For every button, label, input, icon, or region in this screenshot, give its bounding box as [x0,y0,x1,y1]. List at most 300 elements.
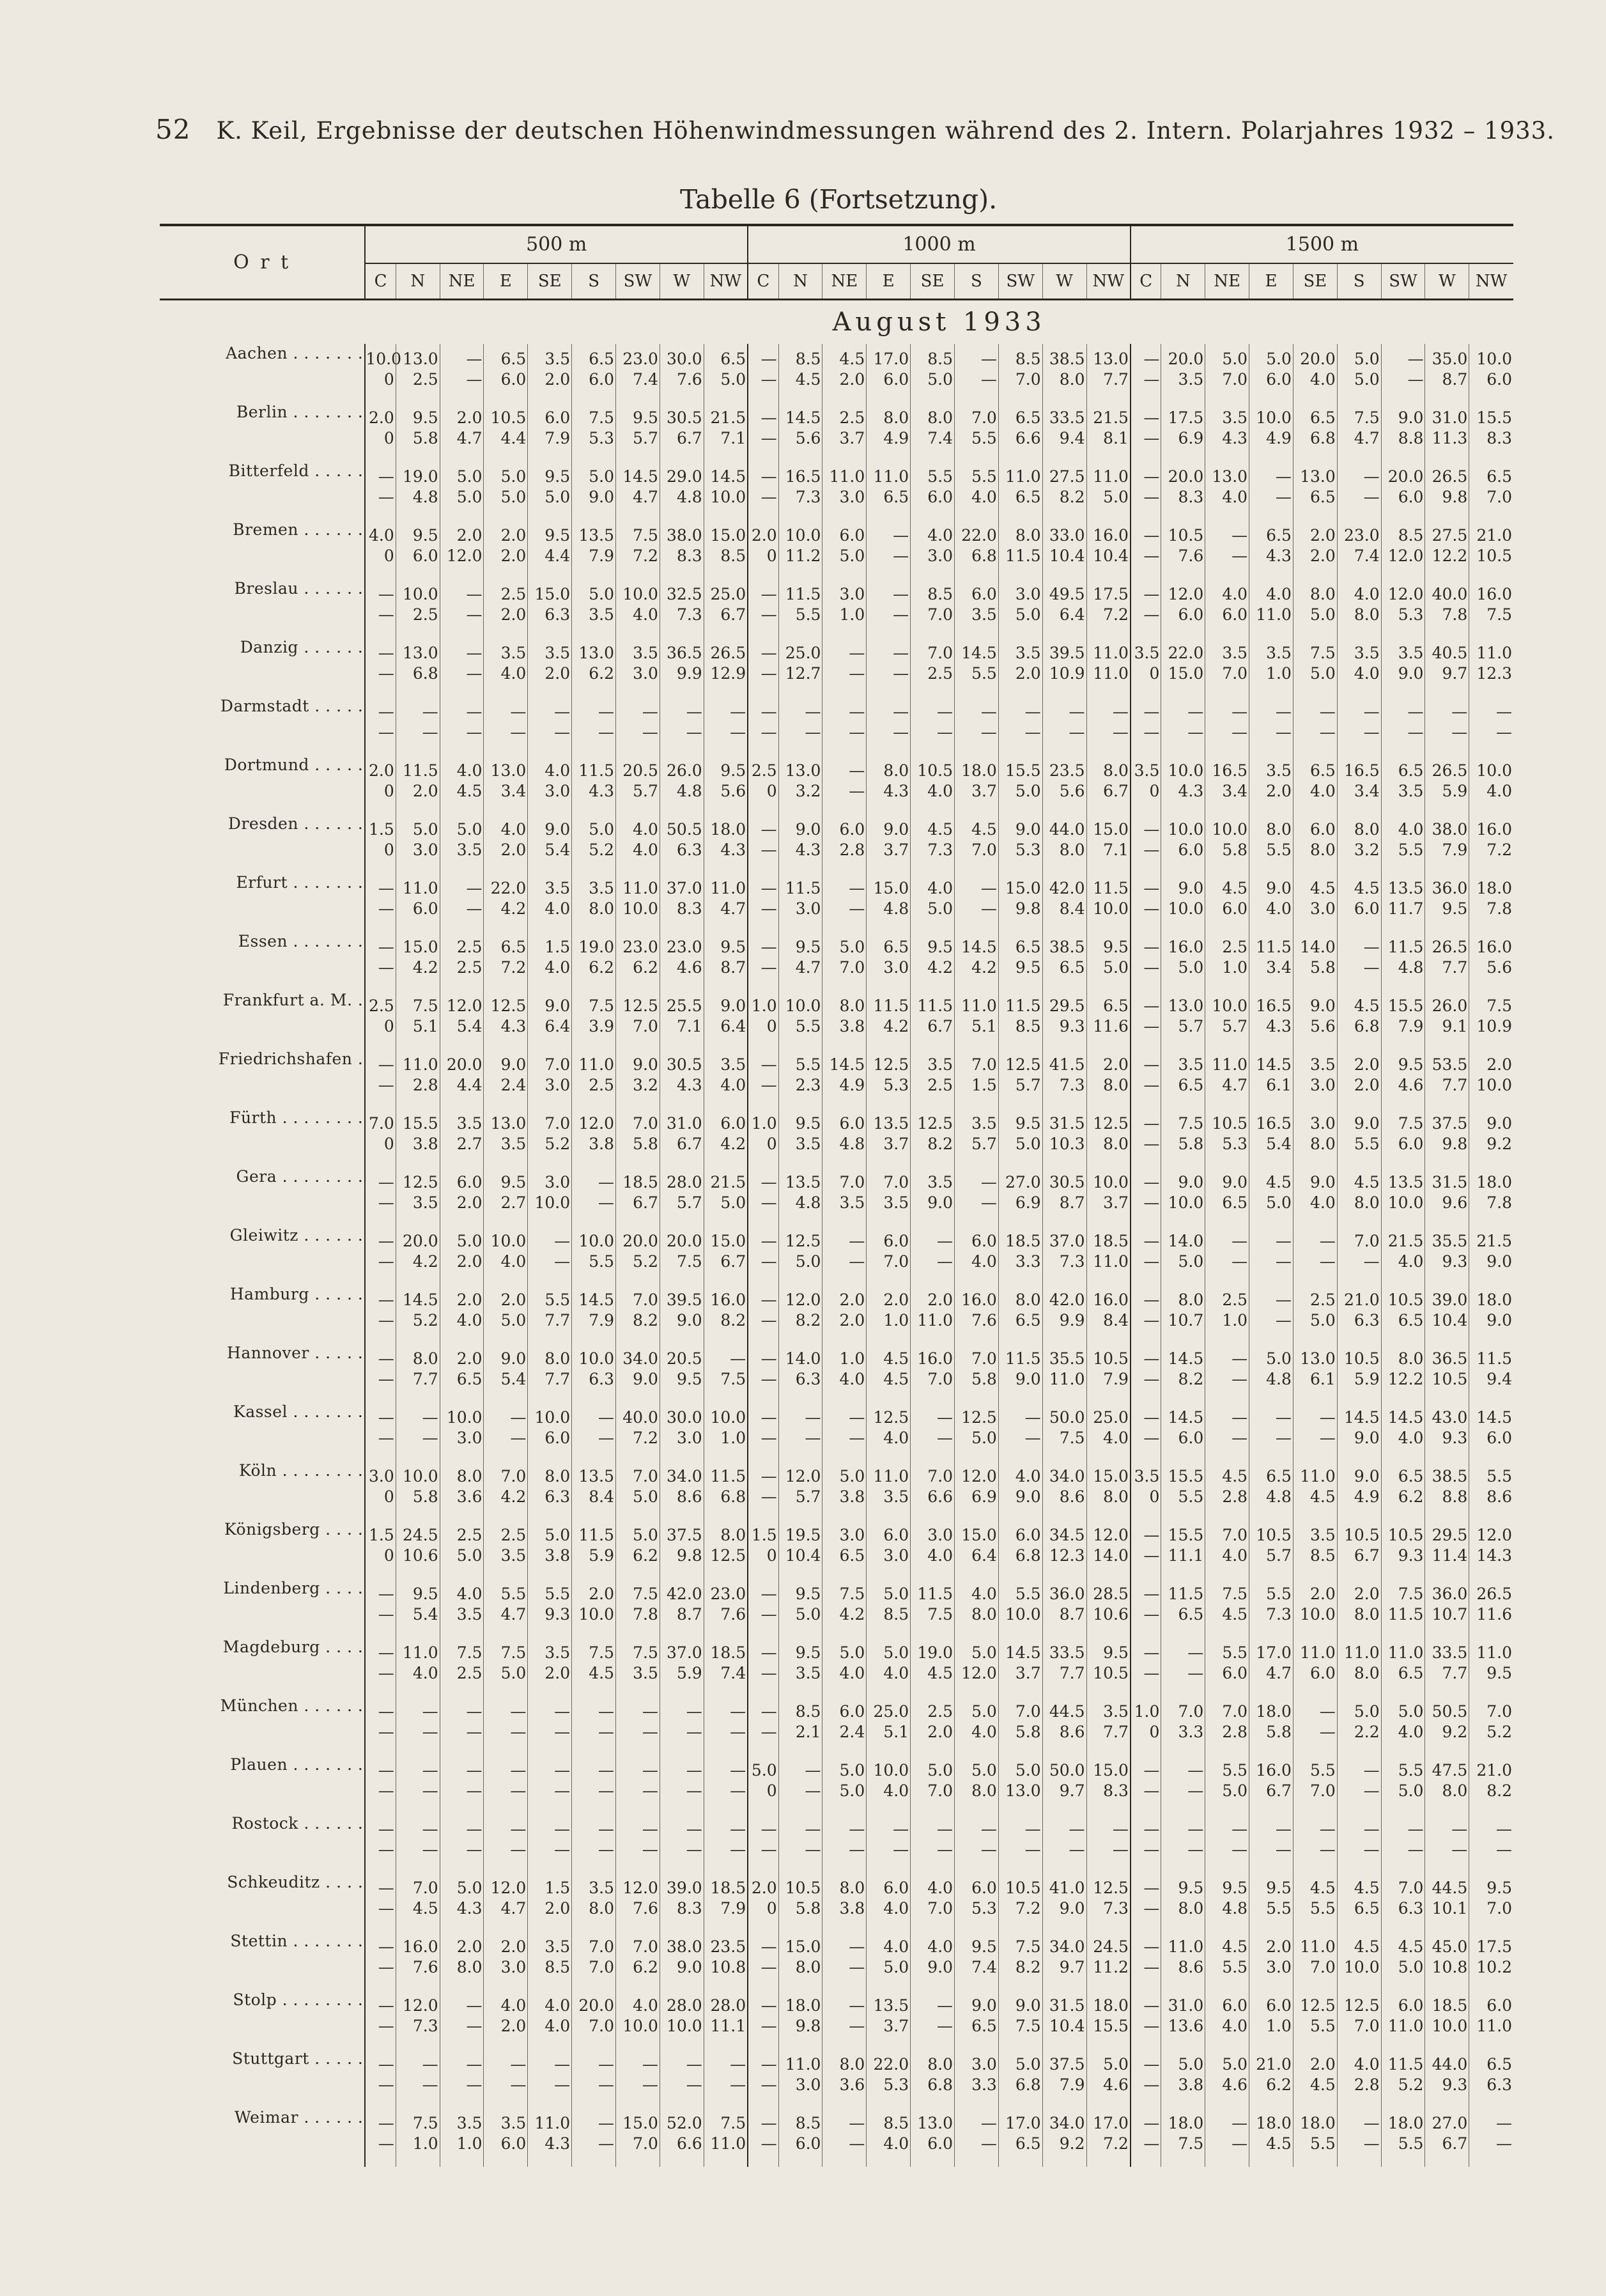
table-cell: 5.7 [778,1485,822,1520]
table-cell: — [1086,1838,1131,1873]
table-cell: 3.0 [365,1461,396,1485]
table-cell: 6.5 [1249,520,1293,545]
table-cell: 8.5 [778,2108,822,2132]
table-cell: 9.0 [1042,1897,1086,1932]
table-cell: — [1249,1285,1293,1309]
table-cell: 3.5 [867,1191,911,1226]
table-cell: 9.1 [1425,1015,1469,1050]
table-cell: 6.0 [1293,1662,1337,1696]
table-cell: 9.0 [1249,873,1293,897]
table-cell: 11.0 [1293,1461,1337,1485]
table-cell: 16.0 [1469,814,1513,839]
table-cell: 6.2 [1381,1485,1425,1520]
table-cell: 4.2 [822,1603,867,1638]
table-cell: — [1205,1226,1249,1250]
station-name: Lindenberg . . . . [223,1579,364,1597]
table-cell: — [778,1814,822,1838]
table-cell: 1.0 [748,991,778,1015]
table-cell: 10.0 [1205,814,1249,839]
table-cell: 3.0 [778,2074,822,2108]
table-cell: 7.3 [660,603,704,638]
table-cell: 9.3 [528,1603,572,1638]
table-cell: 6.2 [1249,2074,1293,2108]
table-cell: 5.2 [528,1133,572,1167]
table-cell: 4.0 [484,1250,528,1285]
table-cell: — [396,1780,440,1814]
table-cell: 14.5 [396,1285,440,1309]
table-cell: 9.5 [1161,1873,1205,1897]
table-cell: 7.0 [616,1285,660,1309]
table-cell: 5.0 [954,1427,998,1461]
table-cell: 0 [748,1544,778,1579]
table-cell: 4.0 [1381,1250,1425,1285]
table-cell: 9.3 [1425,1427,1469,1461]
direction-header: SW [998,263,1042,300]
table-cell: 6.8 [998,2074,1042,2108]
table-cell: 5.0 [954,1755,998,1780]
table-cell: 37.5 [1425,1108,1469,1133]
table-cell: — [1131,1814,1161,1838]
station-name: Rostock . . . . . . [231,1814,364,1833]
table-cell: — [867,721,911,756]
table-cell: 10.0 [704,1402,748,1427]
table-cell: 3.5 [1293,1050,1337,1074]
table-cell: 30.5 [660,1050,704,1074]
table-cell: 1.0 [1249,662,1293,697]
table-cell: — [1337,1838,1381,1873]
station-name: Plauen . . . . . . . [230,1755,364,1774]
table-cell: 9.2 [1469,1133,1513,1167]
table-cell: 6.5 [484,932,528,956]
table-cell: 7.5 [440,1638,484,1662]
table-cell: 5.0 [1249,1191,1293,1226]
table-cell: 9.0 [1205,1167,1249,1191]
table-cell: 3.0 [867,1544,911,1579]
table-cell: 10.5 [1337,1344,1381,1368]
table-cell: 24.5 [396,1520,440,1544]
station-row [160,2108,1513,2132]
table-cell: — [954,368,998,403]
station-row [160,873,1513,897]
table-cell: — [1131,1285,1161,1309]
direction-header: SE [528,263,572,300]
table-cell: 4.0 [1381,1721,1425,1755]
table-cell: 4.0 [396,1662,440,1696]
table-cell: 7.3 [1042,1074,1086,1108]
table-cell: 11.0 [1469,2015,1513,2049]
table-cell: 15.5 [1161,1461,1205,1485]
table-cell: 3.5 [484,1133,528,1167]
station-name: Dresden . . . . . . [228,814,364,833]
table-cell: 10.0 [572,1226,616,1250]
table-cell: 7.7 [528,1368,572,1402]
table-cell: 4.8 [867,897,911,932]
direction-header: NE [822,263,867,300]
table-cell: 36.5 [1425,1344,1469,1368]
table-cell: — [1131,1050,1161,1074]
table-cell: 15.5 [998,756,1042,780]
table-cell: — [954,697,998,721]
table-cell: 3.0 [616,662,660,697]
table-cell: — [365,486,396,520]
table-cell: 6.0 [1469,1990,1513,2015]
table-cell: 5.0 [572,462,616,486]
table-cell: 4.5 [867,1344,911,1368]
table-cell: — [1469,2108,1513,2132]
table-cell: 10.0 [1469,1074,1513,1108]
station-name: Hamburg . . . . . [229,1285,364,1303]
table-cell: — [822,1990,867,2015]
table-cell: 14.5 [954,932,998,956]
table-cell: 4.0 [1205,579,1249,603]
table-cell: 9.0 [998,1485,1042,1520]
table-cell: 16.0 [954,1285,998,1309]
table-cell: 2.5 [1205,1285,1249,1309]
table-cell: — [1205,2132,1249,2167]
table-cell: 5.0 [572,579,616,603]
table-cell: 1.0 [1249,2015,1293,2049]
table-cell: 2.0 [484,603,528,638]
table-cell: 5.0 [1293,1309,1337,1344]
table-cell: 5.5 [1293,2132,1337,2167]
table-cell: — [572,2049,616,2074]
table-cell: 3.5 [484,1544,528,1579]
table-cell: 13.0 [911,2108,955,2132]
table-cell: 19.0 [396,462,440,486]
station-name: Bitterfeld . . . . . [228,462,364,480]
table-cell: 3.5 [396,1191,440,1226]
table-cell: — [748,427,778,462]
table-cell: 7.4 [911,427,955,462]
table-cell: 5.4 [528,839,572,873]
table-cell: 6.0 [1249,1990,1293,2015]
table-cell: 38.5 [1042,344,1086,368]
table-cell: 11.7 [1381,897,1425,932]
table-cell: — [484,2049,528,2074]
table-cell: 4.0 [954,1721,998,1755]
table-cell: — [1161,1780,1205,1814]
table-cell: 7.0 [1161,1696,1205,1721]
table-cell: 7.0 [822,956,867,991]
table-cell: 0 [748,780,778,814]
table-cell: — [1131,1838,1161,1873]
table-cell: — [1131,2132,1161,2167]
table-cell: — [365,2074,396,2108]
table-cell: — [365,1309,396,1344]
table-cell: 18.5 [1086,1226,1131,1250]
table-cell: 8.0 [396,1344,440,1368]
table-cell: 14.5 [954,638,998,662]
table-cell: 7.0 [911,1368,955,1402]
table-cell: 0 [748,1133,778,1167]
table-cell: 2.0 [911,1285,955,1309]
table-cell: 3.5 [1381,638,1425,662]
table-cell: 5.5 [484,1579,528,1603]
table-cell: 3.8 [528,1544,572,1579]
table-cell: 5.8 [778,1897,822,1932]
table-cell: 8.0 [572,1897,616,1932]
table-cell: — [1131,344,1161,368]
table-cell: — [954,1191,998,1226]
table-cell: 5.0 [1205,1780,1249,1814]
table-cell: 7.0 [1337,2015,1381,2049]
table-cell: — [911,1402,955,1427]
table-cell: — [822,2108,867,2132]
table-cell: 2.0 [484,1932,528,1956]
table-cell: 4.0 [365,520,396,545]
table-cell: — [954,2108,998,2132]
table-cell: 23.5 [1042,756,1086,780]
wind-table [160,224,1513,2167]
table-cell: 7.5 [572,991,616,1015]
table-cell: 6.2 [616,1544,660,1579]
direction-header: N [778,263,822,300]
table-cell: 6.5 [1293,403,1337,427]
table-cell: 9.8 [1425,486,1469,520]
table-cell: 3.7 [867,2015,911,2049]
table-cell: — [1161,1638,1205,1662]
table-cell: — [998,697,1042,721]
table-cell: 15.5 [396,1108,440,1133]
table-cell: 5.0 [867,1638,911,1662]
table-cell: 10.0 [616,897,660,932]
table-cell: 16.0 [1086,1285,1131,1309]
table-cell: 39.5 [660,1285,704,1309]
table-cell: 4.0 [1337,662,1381,697]
table-cell: 8.5 [911,579,955,603]
table-cell: 4.2 [484,897,528,932]
table-cell: 2.0 [440,1344,484,1368]
table-cell: — [1131,1167,1161,1191]
station-row [160,1108,1513,1133]
table-cell: — [704,2049,748,2074]
table-cell: 11.6 [1469,1603,1513,1638]
table-cell: 6.5 [1161,1603,1205,1638]
table-cell: — [1131,1368,1161,1402]
table-cell: 9.0 [484,1050,528,1074]
table-cell: — [748,486,778,520]
table-cell: 18.5 [998,1226,1042,1250]
table-cell: 6.0 [911,486,955,520]
table-cell: — [365,1956,396,1990]
table-cell: 26.5 [1425,932,1469,956]
table-cell: — [748,873,778,897]
table-cell: — [1131,1956,1161,1990]
table-cell: — [748,1662,778,1696]
table-cell: 9.3 [1381,1544,1425,1579]
table-cell: — [1131,1755,1161,1780]
table-cell: 20.0 [396,1226,440,1250]
table-cell: 3.0 [822,579,867,603]
table-cell: — [572,1427,616,1461]
table-cell: 5.0 [998,780,1042,814]
table-cell: 6.5 [484,344,528,368]
table-cell: 8.0 [867,756,911,780]
table-cell: 6.6 [998,427,1042,462]
table-cell: — [867,1814,911,1838]
table-cell: — [1249,1226,1293,1250]
table-cell: 14.0 [1293,932,1337,956]
table-cell: 3.5 [572,1873,616,1897]
table-cell: 12.7 [778,662,822,697]
table-cell: — [365,1838,396,1873]
table-cell: 4.8 [1205,1897,1249,1932]
table-cell: — [1293,1814,1337,1838]
table-cell: 14.0 [1086,1544,1131,1579]
table-cell: 5.9 [572,1544,616,1579]
table-cell: 5.0 [778,1250,822,1285]
table-cell: 6.0 [1205,603,1249,638]
table-cell: 9.5 [396,520,440,545]
table-cell: 8.6 [1042,1485,1086,1520]
table-cell: 4.7 [1337,427,1381,462]
table-cell: 1.0 [440,2132,484,2167]
table-cell: 12.2 [1381,1368,1425,1402]
table-cell: 6.5 [954,2015,998,2049]
station-name: München . . . . . . [220,1696,364,1715]
table-cell: — [365,2049,396,2074]
table-cell: — [748,1696,778,1721]
table-cell: 2.5 [1205,932,1249,956]
table-cell: 18.0 [1469,1167,1513,1191]
table-cell: 10.3 [1042,1133,1086,1167]
station-row [160,1050,1513,1074]
table-cell: — [1205,545,1249,579]
table-cell: 2.8 [1337,2074,1381,2108]
table-cell: 35.5 [1425,1226,1469,1250]
table-cell: 13.0 [396,344,440,368]
table-cell: 3.0 [998,579,1042,603]
table-cell: 3.8 [1161,2074,1205,2108]
table-cell: 6.3 [1469,2074,1513,2108]
table-cell: 18.0 [1469,873,1513,897]
table-cell: 20.0 [1161,344,1205,368]
table-cell: 9.5 [704,932,748,956]
table-cell: 23.0 [660,932,704,956]
table-cell: 3.5 [528,638,572,662]
table-cell: 2.0 [1249,1932,1293,1956]
table-cell: 8.0 [998,520,1042,545]
table-cell: 0 [365,839,396,873]
table-cell: 39.5 [1042,638,1086,662]
table-cell: 22.0 [954,520,998,545]
table-cell: 10.4 [1042,545,1086,579]
table-cell: 44.0 [1425,2049,1469,2074]
table-cell: 8.0 [1293,579,1337,603]
table-cell: — [1131,1133,1161,1167]
table-cell: 11.0 [911,1309,955,1344]
table-cell: 13.5 [572,520,616,545]
table-cell: 3.5 [1205,403,1249,427]
table-cell: — [1131,814,1161,839]
table-cell: — [1381,368,1425,403]
table-cell: 11.0 [528,2108,572,2132]
station-row [160,1932,1513,1956]
table-cell: — [704,1755,748,1780]
table-cell: 9.7 [1425,662,1469,697]
table-cell: 9.5 [1086,932,1131,956]
table-cell: — [440,2049,484,2074]
table-cell: 11.0 [1086,462,1131,486]
table-cell: 6.3 [1381,1897,1425,1932]
table-cell: 50.5 [660,814,704,839]
table-cell: 5.5 [1161,1485,1205,1520]
table-cell: 1.0 [396,2132,440,2167]
table-cell: 13.5 [572,1461,616,1485]
table-cell: — [998,1814,1042,1838]
table-cell: 5.7 [616,427,660,462]
table-cell: 12.5 [484,991,528,1015]
table-cell: — [1131,1108,1161,1133]
station-name: Stolp . . . . . . . . [233,1990,364,2009]
table-cell: — [1293,1838,1337,1873]
table-cell: 3.5 [778,1662,822,1696]
table-cell: — [1381,1838,1425,1873]
table-cell: 18.0 [1469,1285,1513,1309]
table-cell: 33.5 [1425,1638,1469,1662]
table-cell: 5.0 [911,1755,955,1780]
table-cell: 6.9 [998,1191,1042,1226]
table-cell: 29.5 [1042,991,1086,1015]
table-cell: — [365,1696,396,1721]
table-cell: 6.7 [660,427,704,462]
table-cell: 15.0 [954,1520,998,1544]
table-cell: 9.5 [998,956,1042,991]
table-cell: — [528,1780,572,1814]
table-cell: — [748,1368,778,1402]
table-cell: 6.8 [998,1544,1042,1579]
table-cell: 4.8 [660,486,704,520]
table-cell: — [484,1402,528,1427]
table-cell: — [365,1344,396,1368]
table-cell: 15.0 [704,520,748,545]
table-cell: 5.4 [440,1015,484,1050]
table-cell: 11.0 [396,873,440,897]
table-cell: 6.5 [822,1544,867,1579]
table-cell: 3.0 [822,486,867,520]
table-cell: 18.0 [704,814,748,839]
table-cell: — [365,1226,396,1250]
table-cell: 3.5 [616,638,660,662]
table-cell: 31.0 [1161,1990,1205,2015]
table-cell: — [528,697,572,721]
table-cell: 4.0 [998,1461,1042,1485]
table-cell: — [867,1838,911,1873]
table-cell: 5.9 [1425,780,1469,814]
table-cell: — [704,2074,748,2108]
table-cell: 36.0 [1425,873,1469,897]
table-cell: 5.0 [778,1603,822,1638]
table-cell: 1.5 [748,1520,778,1544]
table-cell: 4.0 [1205,1544,1249,1579]
station-name: Kassel . . . . . . . [233,1402,364,1421]
table-cell: 13.0 [1205,462,1249,486]
table-cell: 7.5 [1381,1108,1425,1133]
table-cell: — [748,932,778,956]
table-cell: 5.3 [1205,1133,1249,1167]
table-cell: 5.5 [998,1579,1042,1603]
table-cell: 1.5 [365,1520,396,1544]
table-cell: 7.9 [1425,839,1469,873]
table-cell: 3.7 [867,839,911,873]
table-cell: 27.5 [1425,520,1469,545]
table-cell: — [1205,2108,1249,2132]
table-cell: 38.5 [1425,1461,1469,1485]
table-cell: — [1161,697,1205,721]
table-cell: — [484,721,528,756]
table-cell: 23.0 [1337,520,1381,545]
table-cell: 11.0 [616,873,660,897]
